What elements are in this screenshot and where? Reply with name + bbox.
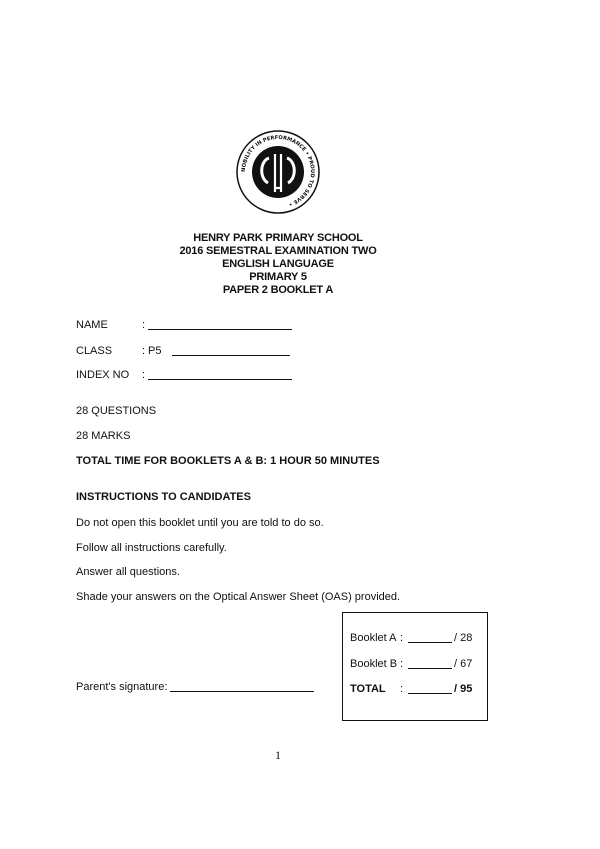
- index-field[interactable]: [76, 368, 296, 382]
- school-crest-icon: [230, 130, 326, 214]
- index-line[interactable]: [148, 379, 292, 380]
- score-box: [342, 612, 488, 721]
- score-total: / 67: [454, 658, 473, 670]
- exam-title-block: [0, 232, 556, 297]
- name-label: NAME: [76, 319, 108, 331]
- score-label: Booklet A: [350, 632, 397, 644]
- name-colon: :: [142, 319, 146, 331]
- name-line[interactable]: [148, 329, 292, 330]
- instruction-item: Do not open this booklet until you are told to do so.: [76, 517, 324, 529]
- class-colon: :: [142, 345, 146, 357]
- exam-name: 2016 SEMESTRAL EXAMINATION TWO: [179, 245, 377, 257]
- score-colon: :: [400, 658, 404, 670]
- subject: ENGLISH LANGUAGE: [222, 258, 334, 270]
- index-label: INDEX NO: [76, 369, 130, 381]
- name-field[interactable]: [76, 318, 296, 332]
- score-blank[interactable]: [408, 693, 452, 694]
- score-label: TOTAL: [350, 683, 386, 695]
- instruction-item: Follow all instructions carefully.: [76, 542, 227, 554]
- class-value: P5: [148, 345, 162, 357]
- instructions-heading: INSTRUCTIONS TO CANDIDATES: [76, 491, 251, 503]
- score-row-booklet-b[interactable]: [350, 657, 486, 671]
- page-number: 1: [275, 748, 281, 762]
- score-colon: :: [400, 683, 404, 695]
- score-row-booklet-a[interactable]: [350, 631, 486, 645]
- signature-line[interactable]: [170, 691, 314, 692]
- total-time: TOTAL TIME FOR BOOKLETS A & B: 1 HOUR 50 MINUTES: [76, 455, 380, 467]
- score-total: / 28: [454, 632, 473, 644]
- question-count: 28 QUESTIONS: [76, 405, 157, 417]
- paper: PAPER 2 BOOKLET A: [222, 284, 334, 296]
- mark-count: 28 MARKS: [76, 430, 131, 442]
- class-field[interactable]: [76, 344, 296, 358]
- instruction-item: Shade your answers on the Optical Answer Sheet (OAS) provided.: [76, 591, 401, 603]
- instruction-item: Answer all questions.: [76, 566, 180, 578]
- score-blank[interactable]: [408, 668, 452, 669]
- score-colon: :: [400, 632, 404, 644]
- class-line[interactable]: [172, 355, 290, 356]
- level: PRIMARY 5: [249, 271, 307, 283]
- signature-label: Parent's signature:: [76, 681, 168, 693]
- score-total: / 95: [454, 683, 473, 695]
- crest-ring-text: NOBILITY IN PERFORMANCE • PROUD TO SERVE •: [240, 134, 316, 208]
- parent-signature[interactable]: [76, 680, 336, 694]
- score-blank[interactable]: [408, 642, 452, 643]
- score-row-total[interactable]: [350, 682, 486, 696]
- score-label: Booklet B: [350, 658, 398, 670]
- school-name: HENRY PARK PRIMARY SCHOOL: [193, 232, 363, 244]
- class-label: CLASS: [76, 345, 113, 357]
- index-colon: :: [142, 369, 146, 381]
